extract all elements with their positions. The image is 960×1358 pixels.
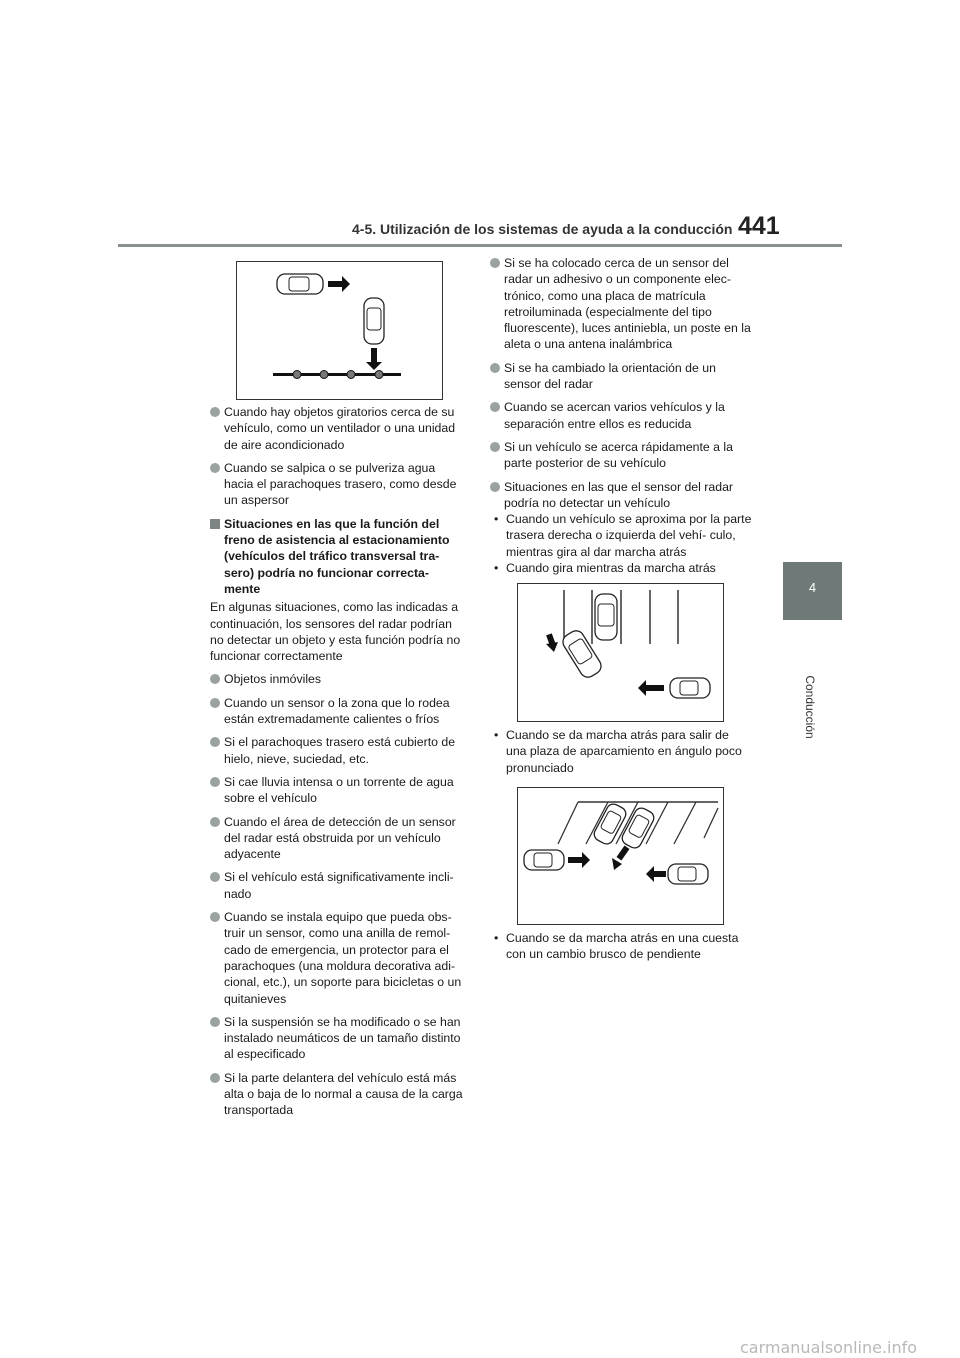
figure-3-illustration — [518, 788, 723, 924]
bullet-item — [210, 1014, 468, 1063]
section-title: 4-5. Utilización de los sistemas de ayuda a la conducción — [352, 221, 733, 237]
square-marker-icon — [210, 519, 220, 529]
right-column-bottom — [490, 930, 752, 963]
sub-item — [490, 560, 752, 576]
sub-item — [490, 727, 752, 776]
figure-angled-parking — [517, 787, 724, 925]
bullet-text: Si la parte delantera del vehículo está más alta o baja de lo normal a causa de la carga transportada — [224, 1070, 463, 1118]
bullet-item — [490, 399, 752, 432]
sub-item — [490, 511, 752, 560]
figure-2-illustration — [518, 584, 723, 721]
bullet-item — [210, 774, 468, 807]
chapter-tab[interactable] — [783, 562, 842, 620]
bullet-item — [490, 439, 752, 472]
bullet-item — [490, 360, 752, 393]
bullet-text: Si el parachoques trasero está cubierto de hielo, nieve, suciedad, etc. — [224, 735, 456, 766]
bullet-dot — [210, 912, 220, 922]
bullet-item — [490, 255, 752, 353]
right-column-top — [490, 255, 752, 576]
left-column — [210, 404, 468, 1126]
bullet-dot — [210, 1073, 220, 1083]
bullet-dot — [490, 258, 500, 268]
bullet-item — [210, 909, 468, 1007]
sub-bullet-glyph: • — [494, 561, 499, 576]
watermark: carmanualsonline.info — [740, 1338, 918, 1357]
chapter-number: 4 — [808, 580, 817, 595]
bullet-text: Si la suspensión se ha modificado o se han instalado neumáticos de un tamaño distinto al especificado — [224, 1014, 461, 1062]
chapter-label — [800, 670, 820, 750]
bullet-item — [210, 695, 468, 728]
bullet-dot — [210, 737, 220, 747]
chapter-label-text: Conducción — [803, 675, 817, 739]
bullet-item — [210, 671, 468, 687]
bullet-dot — [210, 872, 220, 882]
bullet-item — [210, 460, 468, 509]
bullet-item — [210, 1070, 468, 1119]
bullet-dot — [210, 407, 220, 417]
sub-bullet-glyph: • — [494, 931, 499, 945]
sub-item-text: Cuando un vehículo se aproxima por la parte trasera derecha o izquierda del vehí- culo, mientras gira al dar marcha atrás — [506, 512, 752, 559]
sub-bullet-glyph: • — [494, 728, 499, 742]
bullet-text: Cuando se salpica o se pulveriza agua hacia el parachoques trasero, como desde un aspersor — [224, 460, 457, 508]
bullet-dot — [490, 482, 500, 492]
bullet-text: Cuando se acercan varios vehículos y la separación entre ellos es reducida — [504, 400, 725, 431]
bullet-dot — [210, 1017, 220, 1027]
figure-rotating-objects — [236, 261, 443, 400]
bullet-text: Si se ha colocado cerca de un sensor del radar un adhesivo o un componente elec- trónico, como una placa de matrícula retroiluminada (especialmente del tipo fluorescente), luces antiniebla, un poste en la aleta o una antena inalámbrica — [504, 256, 751, 352]
bullet-dot — [210, 817, 220, 827]
bullet-text: Cuando hay objetos giratorios cerca de su vehículo, como un ventilador o una unidad de aire acondicionado — [224, 405, 456, 452]
section-heading — [210, 516, 468, 597]
bullet-dot — [210, 463, 220, 473]
bullet-dot — [210, 674, 220, 684]
header-divider — [118, 244, 842, 247]
sub-item-text: Cuando se da marcha atrás para salir de una plaza de aparcamiento en ángulo poco pronunciado — [506, 728, 742, 775]
bullet-text: Si se ha cambiado la orientación de un sensor del radar — [504, 360, 716, 392]
bullet-text: Cuando se instala equipo que pueda obs- truir un sensor, como una anilla de remol- cado de emergencia, un protector para el parachoques (una moldura decorativa adi- cional, etc.), un soporte para bicicletas o un quitanieves — [224, 910, 462, 1006]
bullet-text: Cuando el área de detección de un sensor del radar está obstruida por un vehículo adyacente — [224, 814, 456, 862]
bullet-dot — [490, 363, 500, 373]
bullet-item — [490, 479, 752, 512]
bullet-text: Si cae lluvia intensa o un torrente de agua sobre el vehículo — [224, 774, 454, 806]
figure-turning-reverse — [517, 583, 724, 722]
bullet-text: Situaciones en las que el sensor del radar podría no detectar un vehículo — [504, 479, 733, 510]
bullet-text: Cuando un sensor o la zona que lo rodea están extremadamente calientes o fríos — [224, 695, 450, 727]
right-column-mid — [490, 727, 752, 776]
bullet-item — [210, 814, 468, 863]
bullet-dot — [210, 698, 220, 708]
bullet-text: Si el vehículo está significativamente incli- nado — [224, 870, 454, 901]
intro-paragraph: En algunas situaciones, como las indicadas a continuación, los sensores del radar podrían no detectar un objeto y esta función podría no funcionar correctamente — [210, 600, 461, 664]
figure-1-illustration — [237, 262, 442, 399]
page-number: 441 — [738, 212, 780, 240]
bullet-dot — [490, 402, 500, 412]
bullet-item — [210, 734, 468, 767]
sub-item — [490, 930, 752, 963]
section-heading-text: Situaciones en las que la función del freno de asistencia al estacionamiento (vehículos del tráfico transversal tra- sero) podría no funcionar correcta- mente — [224, 516, 450, 596]
sub-bullet-glyph: • — [494, 512, 499, 527]
sub-item-text: Cuando se da marcha atrás en una cuesta con un cambio brusco de pendiente — [506, 931, 739, 962]
sub-item-text: Cuando gira mientras da marcha atrás — [506, 561, 716, 576]
bullet-item — [210, 404, 468, 453]
bullet-item — [210, 869, 468, 902]
bullet-dot — [210, 777, 220, 787]
bullet-text: Si un vehículo se acerca rápidamente a la parte posterior de su vehículo — [504, 439, 733, 471]
bullet-dot — [490, 442, 500, 452]
bullet-text: Objetos inmóviles — [224, 672, 322, 687]
